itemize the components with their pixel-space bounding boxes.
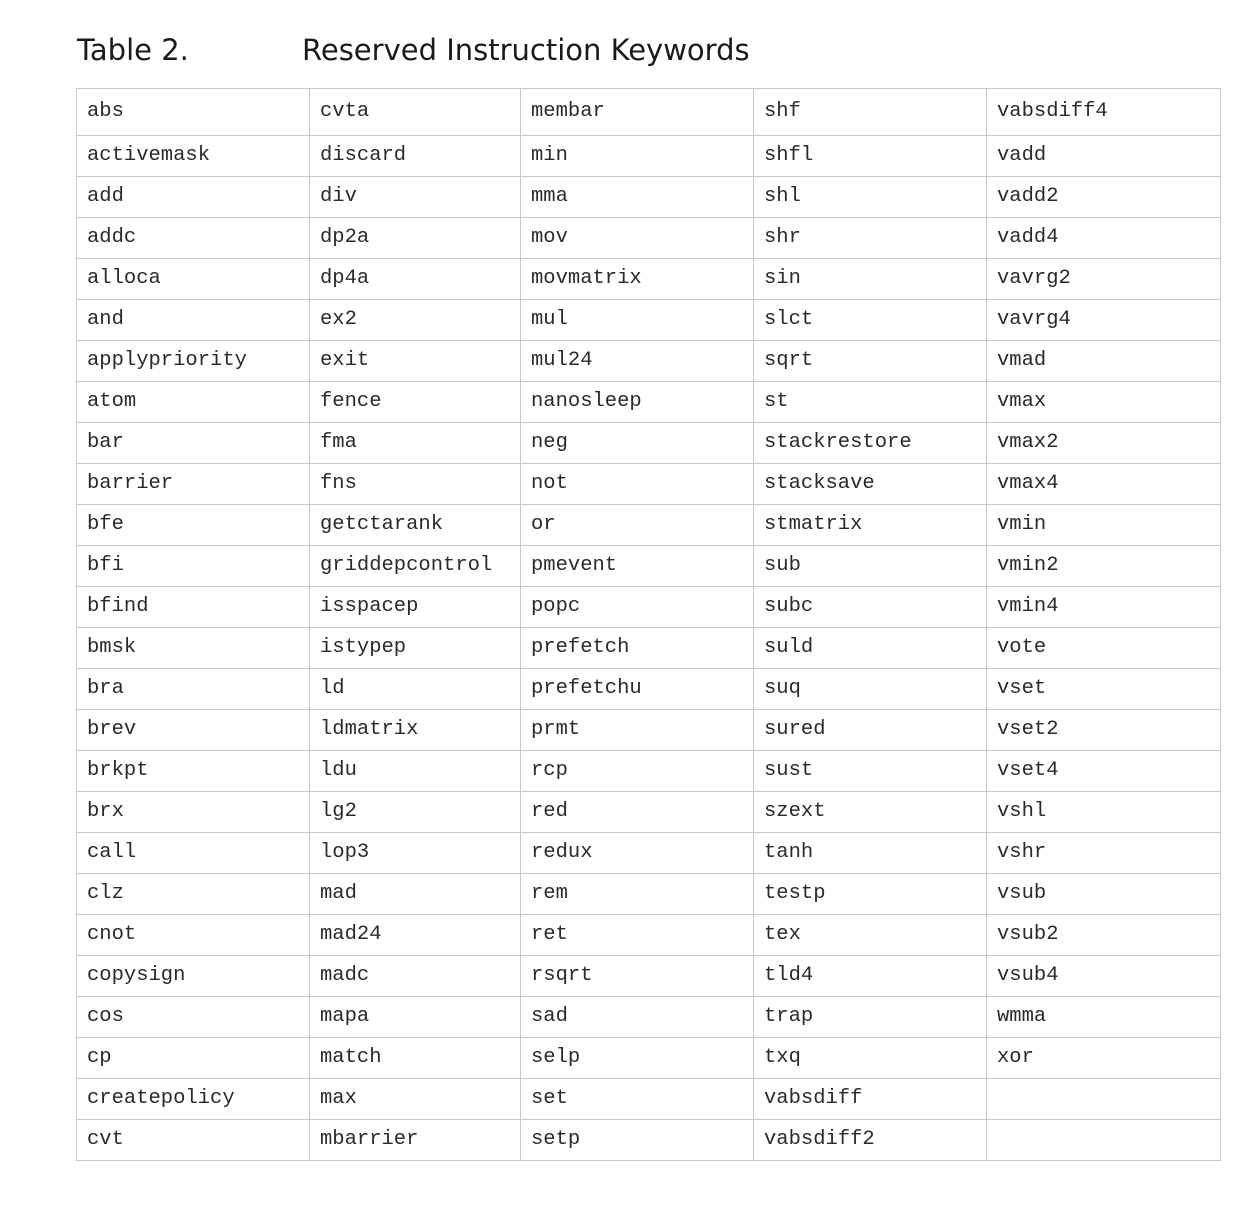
keyword-cell: rem — [521, 874, 754, 915]
table-row — [77, 997, 1221, 1038]
keyword-cell: tex — [754, 915, 987, 956]
keyword-cell: cp — [77, 1038, 310, 1079]
table-row — [77, 669, 1221, 710]
table-row — [77, 956, 1221, 997]
keyword-cell: alloca — [77, 259, 310, 300]
keyword-cell: prmt — [521, 710, 754, 751]
table-row — [77, 833, 1221, 874]
keyword-cell: lg2 — [310, 792, 521, 833]
table-row — [77, 382, 1221, 423]
keyword-cell: tanh — [754, 833, 987, 874]
keyword-cell: mad — [310, 874, 521, 915]
keyword-cell: bfe — [77, 505, 310, 546]
keyword-cell: mapa — [310, 997, 521, 1038]
table-row — [77, 546, 1221, 587]
keyword-cell: szext — [754, 792, 987, 833]
keyword-cell: prefetch — [521, 628, 754, 669]
keyword-cell: neg — [521, 423, 754, 464]
table-row — [77, 751, 1221, 792]
keyword-cell: applypriority — [77, 341, 310, 382]
keyword-cell: vadd4 — [987, 218, 1221, 259]
keyword-cell: not — [521, 464, 754, 505]
keyword-cell: vadd2 — [987, 177, 1221, 218]
keyword-cell: rsqrt — [521, 956, 754, 997]
keyword-cell: mov — [521, 218, 754, 259]
keyword-cell: ldu — [310, 751, 521, 792]
keyword-cell: sad — [521, 997, 754, 1038]
keyword-cell: set — [521, 1079, 754, 1120]
keyword-cell: vavrg4 — [987, 300, 1221, 341]
keyword-cell: brkpt — [77, 751, 310, 792]
keyword-cell: call — [77, 833, 310, 874]
keyword-cell: barrier — [77, 464, 310, 505]
table-title: Reserved Instruction Keywords — [302, 33, 750, 67]
table-row — [77, 423, 1221, 464]
keyword-cell: fns — [310, 464, 521, 505]
keyword-cell: bfind — [77, 587, 310, 628]
keyword-cell: ex2 — [310, 300, 521, 341]
keyword-cell: vmax2 — [987, 423, 1221, 464]
keyword-cell: min — [521, 136, 754, 177]
keyword-cell: fence — [310, 382, 521, 423]
keyword-cell: vshl — [987, 792, 1221, 833]
keyword-cell: vadd — [987, 136, 1221, 177]
keyword-cell: testp — [754, 874, 987, 915]
keyword-cell: vset — [987, 669, 1221, 710]
keyword-cell: vavrg2 — [987, 259, 1221, 300]
keyword-cell: max — [310, 1079, 521, 1120]
keyword-cell: createpolicy — [77, 1079, 310, 1120]
keyword-cell: slct — [754, 300, 987, 341]
keyword-cell: vmax4 — [987, 464, 1221, 505]
keyword-cell: mbarrier — [310, 1120, 521, 1161]
keyword-cell: bmsk — [77, 628, 310, 669]
keyword-cell: vabsdiff4 — [987, 89, 1221, 136]
keyword-cell: cvta — [310, 89, 521, 136]
table-row — [77, 1120, 1221, 1161]
keyword-cell: tld4 — [754, 956, 987, 997]
table-row — [77, 464, 1221, 505]
keyword-cell: txq — [754, 1038, 987, 1079]
keyword-cell: atom — [77, 382, 310, 423]
keyword-cell: vmin — [987, 505, 1221, 546]
keyword-cell: ld — [310, 669, 521, 710]
keyword-cell — [987, 1079, 1221, 1120]
keyword-cell: movmatrix — [521, 259, 754, 300]
keyword-cell: suq — [754, 669, 987, 710]
keywords-table — [76, 88, 1221, 1161]
keyword-cell: trap — [754, 997, 987, 1038]
keyword-cell: sub — [754, 546, 987, 587]
table-row — [77, 915, 1221, 956]
keyword-cell: shr — [754, 218, 987, 259]
keyword-cell: vabsdiff — [754, 1079, 987, 1120]
keyword-cell: shl — [754, 177, 987, 218]
table-row — [77, 710, 1221, 751]
keyword-cell: vset2 — [987, 710, 1221, 751]
table-row — [77, 300, 1221, 341]
keyword-cell: vsub — [987, 874, 1221, 915]
table-row — [77, 89, 1221, 136]
keyword-cell: vset4 — [987, 751, 1221, 792]
keywords-table-body — [77, 89, 1221, 1161]
table-row — [77, 218, 1221, 259]
keyword-cell: suld — [754, 628, 987, 669]
keyword-cell — [987, 1120, 1221, 1161]
keyword-cell: addc — [77, 218, 310, 259]
keyword-cell: mul — [521, 300, 754, 341]
keyword-cell: isspacep — [310, 587, 521, 628]
table-row — [77, 177, 1221, 218]
keyword-cell: wmma — [987, 997, 1221, 1038]
keyword-cell: bar — [77, 423, 310, 464]
keyword-cell: shfl — [754, 136, 987, 177]
keyword-cell: stackrestore — [754, 423, 987, 464]
keyword-cell: vsub2 — [987, 915, 1221, 956]
keyword-cell: cnot — [77, 915, 310, 956]
keyword-cell: activemask — [77, 136, 310, 177]
table-row — [77, 341, 1221, 382]
keyword-cell: bra — [77, 669, 310, 710]
table-row — [77, 259, 1221, 300]
keyword-cell: rcp — [521, 751, 754, 792]
keyword-cell: discard — [310, 136, 521, 177]
keyword-cell: red — [521, 792, 754, 833]
keyword-cell: copysign — [77, 956, 310, 997]
keyword-cell: redux — [521, 833, 754, 874]
keyword-cell: vmin4 — [987, 587, 1221, 628]
keyword-cell: cvt — [77, 1120, 310, 1161]
keyword-cell: or — [521, 505, 754, 546]
keyword-cell: popc — [521, 587, 754, 628]
keyword-cell: madc — [310, 956, 521, 997]
keyword-cell: sin — [754, 259, 987, 300]
keyword-cell: stacksave — [754, 464, 987, 505]
keyword-cell: istypep — [310, 628, 521, 669]
keyword-cell: xor — [987, 1038, 1221, 1079]
keyword-cell: ldmatrix — [310, 710, 521, 751]
table-row — [77, 1038, 1221, 1079]
keyword-cell: mul24 — [521, 341, 754, 382]
keyword-cell: dp4a — [310, 259, 521, 300]
table-row — [77, 136, 1221, 177]
table-row — [77, 505, 1221, 546]
keyword-cell: exit — [310, 341, 521, 382]
keyword-cell: brev — [77, 710, 310, 751]
keyword-cell: brx — [77, 792, 310, 833]
keyword-cell: mma — [521, 177, 754, 218]
keyword-cell: st — [754, 382, 987, 423]
keyword-cell: match — [310, 1038, 521, 1079]
keyword-cell: griddepcontrol — [310, 546, 521, 587]
keyword-cell: vabsdiff2 — [754, 1120, 987, 1161]
keyword-cell: vmax — [987, 382, 1221, 423]
keyword-cell: membar — [521, 89, 754, 136]
keyword-cell: sured — [754, 710, 987, 751]
keyword-cell: nanosleep — [521, 382, 754, 423]
keyword-cell: selp — [521, 1038, 754, 1079]
keyword-cell: abs — [77, 89, 310, 136]
keyword-cell: and — [77, 300, 310, 341]
keyword-cell: vote — [987, 628, 1221, 669]
keyword-cell: getctarank — [310, 505, 521, 546]
keyword-cell: bfi — [77, 546, 310, 587]
keyword-cell: vshr — [987, 833, 1221, 874]
keyword-cell: mad24 — [310, 915, 521, 956]
keyword-cell: lop3 — [310, 833, 521, 874]
keyword-cell: stmatrix — [754, 505, 987, 546]
table-number: Table 2. — [77, 33, 189, 67]
keyword-cell: vmin2 — [987, 546, 1221, 587]
keyword-cell: setp — [521, 1120, 754, 1161]
keyword-cell: pmevent — [521, 546, 754, 587]
keyword-cell: dp2a — [310, 218, 521, 259]
table-row — [77, 587, 1221, 628]
keyword-cell: clz — [77, 874, 310, 915]
keyword-cell: vsub4 — [987, 956, 1221, 997]
keyword-cell: add — [77, 177, 310, 218]
table-row — [77, 1079, 1221, 1120]
keyword-cell: div — [310, 177, 521, 218]
keyword-cell: vmad — [987, 341, 1221, 382]
table-row — [77, 792, 1221, 833]
keyword-cell: fma — [310, 423, 521, 464]
keyword-cell: shf — [754, 89, 987, 136]
keyword-cell: sqrt — [754, 341, 987, 382]
keyword-cell: sust — [754, 751, 987, 792]
table-row — [77, 874, 1221, 915]
table-row — [77, 628, 1221, 669]
keyword-cell: prefetchu — [521, 669, 754, 710]
keyword-cell: cos — [77, 997, 310, 1038]
keyword-cell: ret — [521, 915, 754, 956]
keyword-cell: subc — [754, 587, 987, 628]
